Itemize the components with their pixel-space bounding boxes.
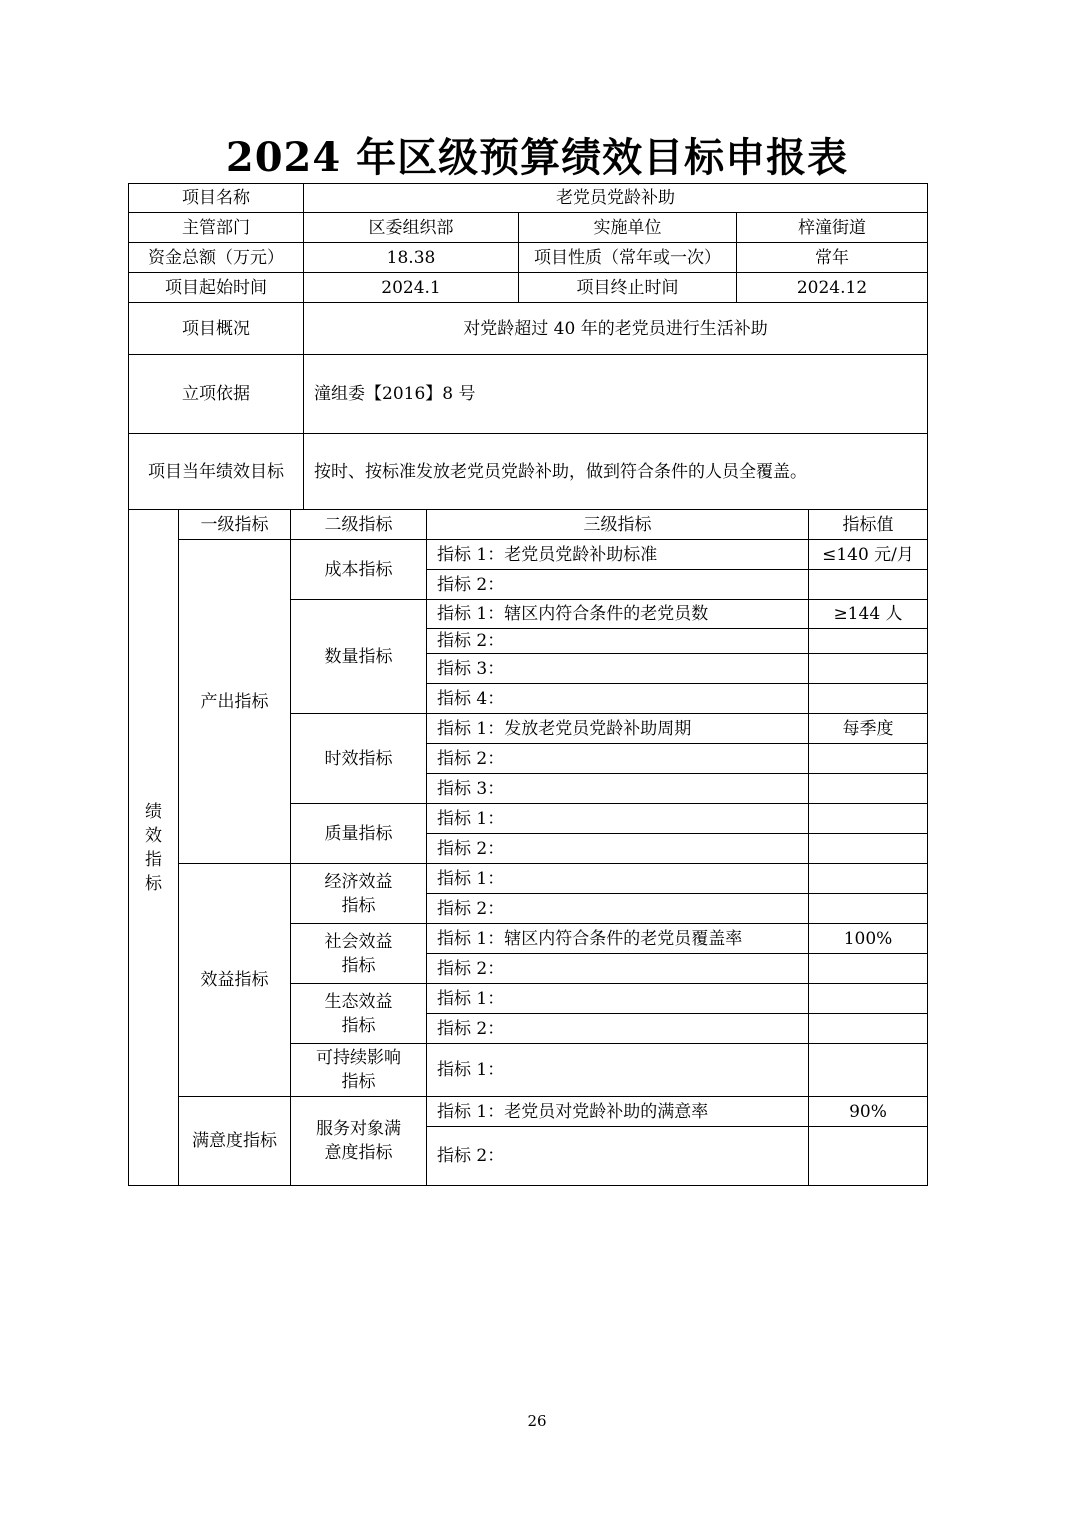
l1-satisfaction: 满意度指标: [179, 1097, 291, 1186]
dept-label: 主管部门: [129, 213, 304, 243]
l3-econ-2: 指标 2：: [427, 894, 809, 924]
l3-soc-1: 指标 1：辖区内符合条件的老党员覆盖率: [427, 924, 809, 954]
l3-qty-1: 指标 1：辖区内符合条件的老党员数: [427, 600, 809, 629]
value-soc-1: 100%: [809, 924, 928, 954]
perf-side-text: 绩效指标: [145, 801, 162, 894]
l1-output: 产出指标: [179, 540, 291, 864]
nature-label: 项目性质（常年或一次）: [519, 243, 737, 273]
l3-cost-2: 指标 2：: [427, 570, 809, 600]
start-value: 2024.1: [304, 273, 519, 303]
nature-value: 常年: [737, 243, 928, 273]
l3-time-1: 指标 1：发放老党员党龄补助周期: [427, 714, 809, 744]
l3-eco-1: 指标 1：: [427, 984, 809, 1014]
performance-target-table: [128, 183, 928, 1186]
l3-econ-1: 指标 1：: [427, 864, 809, 894]
table-row: [129, 1097, 928, 1127]
l2-economic: [291, 864, 427, 924]
row-basis: [129, 355, 928, 434]
row-department: [129, 213, 928, 243]
dept-value: 区委组织部: [304, 213, 519, 243]
l3-qty-4: 指标 4：: [427, 684, 809, 714]
value-qual-1: [809, 804, 928, 834]
row-goal: [129, 434, 928, 510]
l2-quality: 质量指标: [291, 804, 427, 864]
l3-qty-3: 指标 3：: [427, 654, 809, 684]
row-period: [129, 273, 928, 303]
value-qty-2: [809, 629, 928, 654]
l3-sat-1: 指标 1：老党员对党龄补助的满意率: [427, 1097, 809, 1127]
fund-label: 资金总额（万元）: [129, 243, 304, 273]
value-qty-3: [809, 654, 928, 684]
table-row: [129, 540, 928, 570]
row-overview: [129, 303, 928, 355]
goal-value: 按时、按标准发放老党员党龄补助，做到符合条件的人员全覆盖。: [304, 434, 928, 510]
value-time-2: [809, 744, 928, 774]
overview-label: 项目概况: [129, 303, 304, 355]
l2-quantity: 数量指标: [291, 600, 427, 714]
l3-sat-2: 指标 2：: [427, 1127, 809, 1186]
l1-benefit: 效益指标: [179, 864, 291, 1097]
basis-label: 立项依据: [129, 355, 304, 434]
value-time-1: 每季度: [809, 714, 928, 744]
col-header-l3: 三级指标: [427, 510, 809, 540]
table-row: [129, 864, 928, 894]
l2-economic-text: 经济效益指标: [324, 871, 393, 916]
l3-time-2: 指标 2：: [427, 744, 809, 774]
l3-qty-2: 指标 2：: [427, 629, 809, 654]
col-header-l2: 二级指标: [291, 510, 427, 540]
l2-cost: 成本指标: [291, 540, 427, 600]
value-econ-2: [809, 894, 928, 924]
unit-label: 实施单位: [519, 213, 737, 243]
end-value: 2024.12: [737, 273, 928, 303]
overview-value: 对党龄超过 40 年的老党员进行生活补助: [304, 303, 928, 355]
value-qty-1: ≥144 人: [809, 600, 928, 629]
l3-qual-2: 指标 2：: [427, 834, 809, 864]
goal-label: 项目当年绩效目标: [129, 434, 304, 510]
l2-social: [291, 924, 427, 984]
l2-service-text: 服务对象满意度指标: [316, 1119, 401, 1163]
value-sat-1: 90%: [809, 1097, 928, 1127]
col-header-l1: 一级指标: [179, 510, 291, 540]
project-name-label: 项目名称: [129, 184, 304, 213]
col-header-value: 指标值: [809, 510, 928, 540]
l3-eco-2: 指标 2：: [427, 1014, 809, 1044]
l2-service: [291, 1097, 427, 1186]
perf-side-label: [129, 510, 179, 1186]
l3-sus-1: 指标 1：: [427, 1044, 809, 1097]
basis-value: 潼组委【2016】8 号: [304, 355, 928, 434]
row-fund: [129, 243, 928, 273]
page-number: 26: [527, 1412, 547, 1430]
value-eco-2: [809, 1014, 928, 1044]
row-project-name: [129, 184, 928, 213]
l2-timeliness: 时效指标: [291, 714, 427, 804]
l2-ecological-text: 生态效益指标: [324, 991, 393, 1036]
l3-time-3: 指标 3：: [427, 774, 809, 804]
value-qty-4: [809, 684, 928, 714]
value-eco-1: [809, 984, 928, 1014]
value-econ-1: [809, 864, 928, 894]
end-label: 项目终止时间: [519, 273, 737, 303]
value-sat-2: [809, 1127, 928, 1186]
unit-value: 梓潼街道: [737, 213, 928, 243]
fund-value: 18.38: [304, 243, 519, 273]
l2-sustain-text: 可持续影响指标: [316, 1048, 401, 1092]
value-time-3: [809, 774, 928, 804]
value-soc-2: [809, 954, 928, 984]
value-qual-2: [809, 834, 928, 864]
l3-qual-1: 指标 1：: [427, 804, 809, 834]
l3-cost-1: 指标 1：老党员党龄补助标准: [427, 540, 809, 570]
l2-ecological: [291, 984, 427, 1044]
value-cost-1: ≤140 元/月: [809, 540, 928, 570]
value-sus-1: [809, 1044, 928, 1097]
row-perf-header: [129, 510, 928, 540]
start-label: 项目起始时间: [129, 273, 304, 303]
value-cost-2: [809, 570, 928, 600]
l3-soc-2: 指标 2：: [427, 954, 809, 984]
project-name-value: 老党员党龄补助: [304, 184, 928, 213]
l2-sustain: [291, 1044, 427, 1097]
l2-social-text: 社会效益指标: [324, 931, 393, 976]
page-title: 2024 年区级预算绩效目标申报表: [225, 134, 849, 181]
